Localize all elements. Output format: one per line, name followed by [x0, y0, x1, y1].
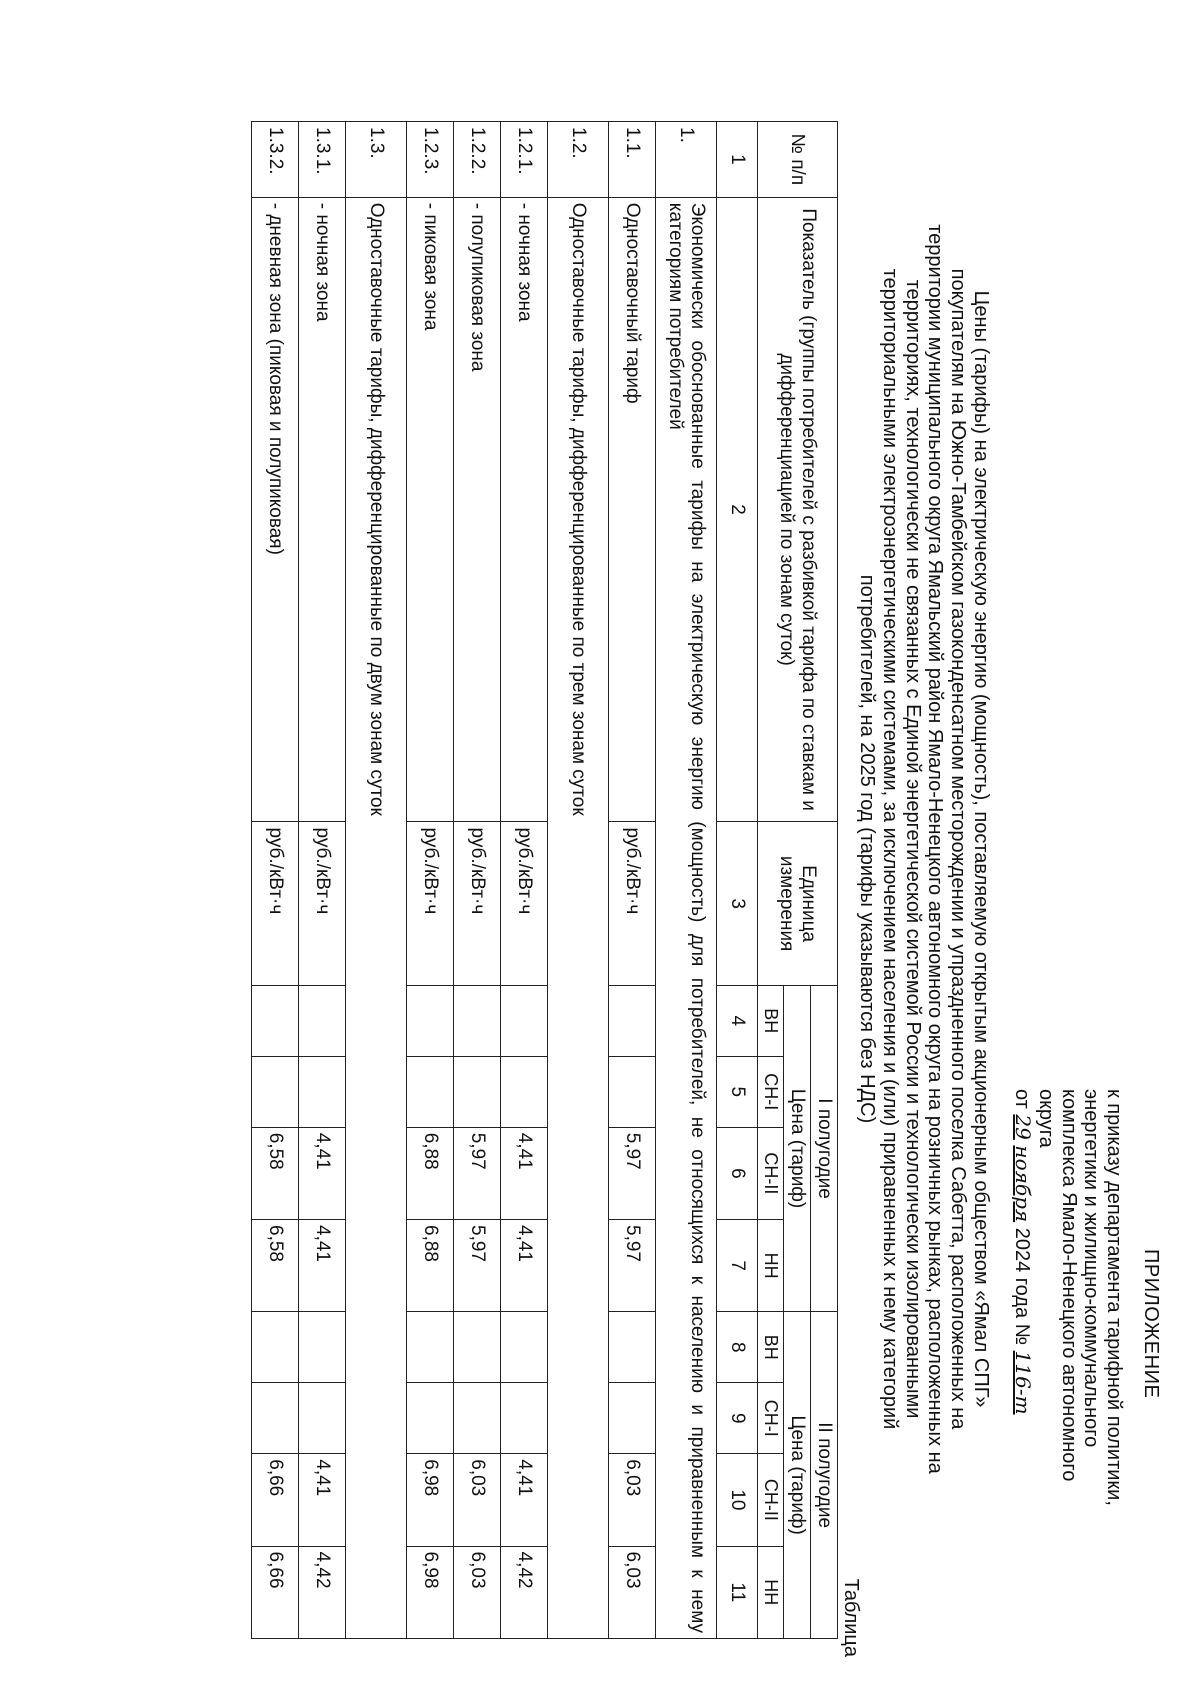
- header-level: ВН: [758, 985, 784, 1056]
- tariff-value: [407, 1056, 454, 1127]
- column-number: 2: [717, 197, 758, 822]
- column-number: 11: [717, 1546, 758, 1638]
- tariff-value: [501, 1383, 548, 1454]
- row-number: 1.3.: [346, 122, 407, 198]
- tariff-value: [501, 1056, 548, 1127]
- table-row: [252, 122, 299, 1639]
- row-unit: руб./кВт·ч: [252, 822, 299, 985]
- column-number: 8: [717, 1312, 758, 1383]
- header-price-2: Цена (тариф): [784, 1312, 811, 1639]
- tariff-value: 4,42: [299, 1546, 346, 1638]
- row-number: 1.3.2.: [252, 122, 299, 198]
- tariff-value: [454, 985, 501, 1056]
- tariff-value: 6,88: [407, 1220, 454, 1312]
- tariff-value: [609, 1056, 656, 1127]
- tariff-value: [252, 1383, 299, 1454]
- tariff-value: [407, 1312, 454, 1383]
- tariff-value: [299, 985, 346, 1056]
- order-month: ноября: [1011, 1145, 1036, 1223]
- table-label: Таблица: [840, 1578, 862, 1657]
- tariff-value: 4,41: [501, 1454, 548, 1546]
- title-line: территориях, технологически не связанных с Единой энергетической системой России и технологически изолированными: [901, 279, 924, 1419]
- tariff-value: 5,97: [454, 1127, 501, 1219]
- header-half-1: I полугодие: [811, 985, 838, 1312]
- row-unit: руб./кВт·ч: [609, 822, 656, 985]
- order-prefix: от: [1011, 1089, 1034, 1109]
- tariff-value: 6,66: [252, 1454, 299, 1546]
- tariff-value: 4,42: [501, 1546, 548, 1638]
- table-row: [501, 122, 548, 1639]
- tariff-value: [609, 1312, 656, 1383]
- appendix-line: округа: [1034, 1089, 1057, 1148]
- header-level: СН-II: [758, 1454, 784, 1546]
- header-num: № п/п: [758, 122, 838, 198]
- header-level: СН-I: [758, 1056, 784, 1127]
- column-number: 4: [717, 985, 758, 1056]
- tariff-value: 6,98: [407, 1454, 454, 1546]
- tariff-value: 6,03: [609, 1546, 656, 1638]
- section-title: Одноставочные тарифы, дифференцированные по двум зонам суток: [346, 197, 407, 1638]
- header-level: НН: [758, 1220, 784, 1312]
- tariff-value: [501, 985, 548, 1056]
- document-page: [30, 29, 1170, 1669]
- order-day: 29: [1011, 1114, 1036, 1140]
- column-number: 5: [717, 1056, 758, 1127]
- column-number: 7: [717, 1220, 758, 1312]
- row-indicator: - пиковая зона: [407, 197, 454, 822]
- header-indicator: Показатель (группы потребителей с разбивкой тарифа по ставкам и дифференциацией по зонам суток): [758, 197, 838, 822]
- tariff-value: [407, 985, 454, 1056]
- header-level: СН-I: [758, 1383, 784, 1454]
- table-body: [252, 122, 717, 1639]
- tariff-value: 6,58: [252, 1220, 299, 1312]
- row-unit: руб./кВт·ч: [501, 822, 548, 985]
- tariff-value: 5,97: [454, 1220, 501, 1312]
- row-indicator: - дневная зона (пиковая и полупиковая): [252, 197, 299, 822]
- section-title: Одноставочные тарифы, дифференцированные по трем зонам суток: [548, 197, 609, 1638]
- document-title: [855, 89, 992, 1609]
- column-number: 9: [717, 1383, 758, 1454]
- column-number: 10: [717, 1454, 758, 1546]
- tariff-value: [299, 1056, 346, 1127]
- row-number: 1.3.1.: [299, 122, 346, 198]
- tariff-value: [252, 1312, 299, 1383]
- column-number: 6: [717, 1127, 758, 1219]
- row-number: 1.1.: [609, 122, 656, 198]
- row-number: 1.2.: [548, 122, 609, 198]
- table-row: [454, 122, 501, 1639]
- tariff-value: 4,41: [501, 1220, 548, 1312]
- tariff-value: 6,98: [407, 1546, 454, 1638]
- tariff-value: [252, 1056, 299, 1127]
- table-row: [609, 122, 656, 1639]
- column-number: 3: [717, 822, 758, 985]
- order-year: 2024 года №: [1011, 1227, 1034, 1346]
- appendix-line: комплекса Ямало-Ненецкого автономного: [1057, 1089, 1080, 1482]
- row-number: 1.: [656, 122, 717, 198]
- tariff-value: 4,41: [299, 1220, 346, 1312]
- row-indicator: - полупиковая зона: [454, 197, 501, 822]
- title-line: Цены (тарифы) на электрическую энергию (мощность), поставляемую открытым акционерным обществом «Ямал СПГ»: [970, 290, 992, 1408]
- tariff-table: [251, 121, 838, 1639]
- header-level: ВН: [758, 1312, 784, 1383]
- tariff-value: [299, 1312, 346, 1383]
- tariff-value: [407, 1383, 454, 1454]
- section-row: [656, 122, 717, 1639]
- tariff-value: 4,41: [501, 1127, 548, 1219]
- appendix-line: к приказу департамента тарифной политики,: [1103, 1089, 1126, 1506]
- header-half-2: II полугодие: [811, 1312, 838, 1639]
- tariff-value: [252, 985, 299, 1056]
- row-number: 1.2.2.: [454, 122, 501, 198]
- tariff-value: 6,03: [454, 1546, 501, 1638]
- row-indicator: Одноставочный тариф: [609, 197, 656, 822]
- tariff-value: 6,88: [407, 1127, 454, 1219]
- tariff-value: [609, 1383, 656, 1454]
- table-header-row: [811, 122, 838, 1639]
- row-number: 1.2.1.: [501, 122, 548, 198]
- tariff-value: 6,03: [454, 1454, 501, 1546]
- section-title: Экономически обоснованные тарифы на электрическую энергию (мощность) для потребителей, не относящихся к населению и приравненным к нему категориям потребителей: [656, 197, 717, 1638]
- row-unit: руб./кВт·ч: [299, 822, 346, 985]
- tariff-value: [454, 1312, 501, 1383]
- appendix-title: ПРИЛОЖЕНИЕ: [1140, 1249, 1162, 1399]
- tariff-value: 4,41: [299, 1127, 346, 1219]
- column-number-row: [717, 122, 758, 1639]
- tariff-value: 4,41: [299, 1454, 346, 1546]
- header-level: НН: [758, 1546, 784, 1638]
- tariff-value: [299, 1383, 346, 1454]
- tariff-value: 5,97: [609, 1220, 656, 1312]
- title-line: территориальными электроэнергетическими системами, за исключением населения и (или) приравненных к нему категорий: [878, 268, 901, 1430]
- tariff-value: [454, 1383, 501, 1454]
- tariff-value: 6,03: [609, 1454, 656, 1546]
- order-number: 116-т: [1011, 1350, 1036, 1415]
- row-number: 1.2.3.: [407, 122, 454, 198]
- header-unit: Единица измерения: [758, 822, 838, 985]
- appendix-block: [1010, 1089, 1162, 1649]
- row-unit: руб./кВт·ч: [454, 822, 501, 985]
- section-row: [548, 122, 609, 1639]
- title-line: покупателям на Южно-Тамбейском газоконденсатном месторождении и упраздненного поселка Сабетта, расположенных на: [947, 268, 970, 1430]
- title-line: территории муниципального округа Ямальский район Ямало-Ненецкого автономного округа на розничных рынках, расположенных на: [924, 224, 947, 1474]
- row-indicator: - ночная зона: [501, 197, 548, 822]
- tariff-value: 6,58: [252, 1127, 299, 1219]
- order-line: [1010, 1089, 1034, 1649]
- column-number: 1: [717, 122, 758, 198]
- row-unit: руб./кВт·ч: [407, 822, 454, 985]
- appendix-line: энергетики и жилищно-коммунального: [1080, 1089, 1103, 1448]
- header-level: СН-II: [758, 1127, 784, 1219]
- tariff-value: 5,97: [609, 1127, 656, 1219]
- tariff-value: 6,66: [252, 1546, 299, 1638]
- table-row: [407, 122, 454, 1639]
- section-row: [346, 122, 407, 1639]
- tariff-value: [501, 1312, 548, 1383]
- header-price-1: Цена (тариф): [784, 985, 811, 1312]
- table-row: [299, 122, 346, 1639]
- row-indicator: - ночная зона: [299, 197, 346, 822]
- tariff-value: [454, 1056, 501, 1127]
- tariff-value: [609, 985, 656, 1056]
- title-line: потребителей, на 2025 год (тарифы указываются без НДС): [856, 574, 879, 1124]
